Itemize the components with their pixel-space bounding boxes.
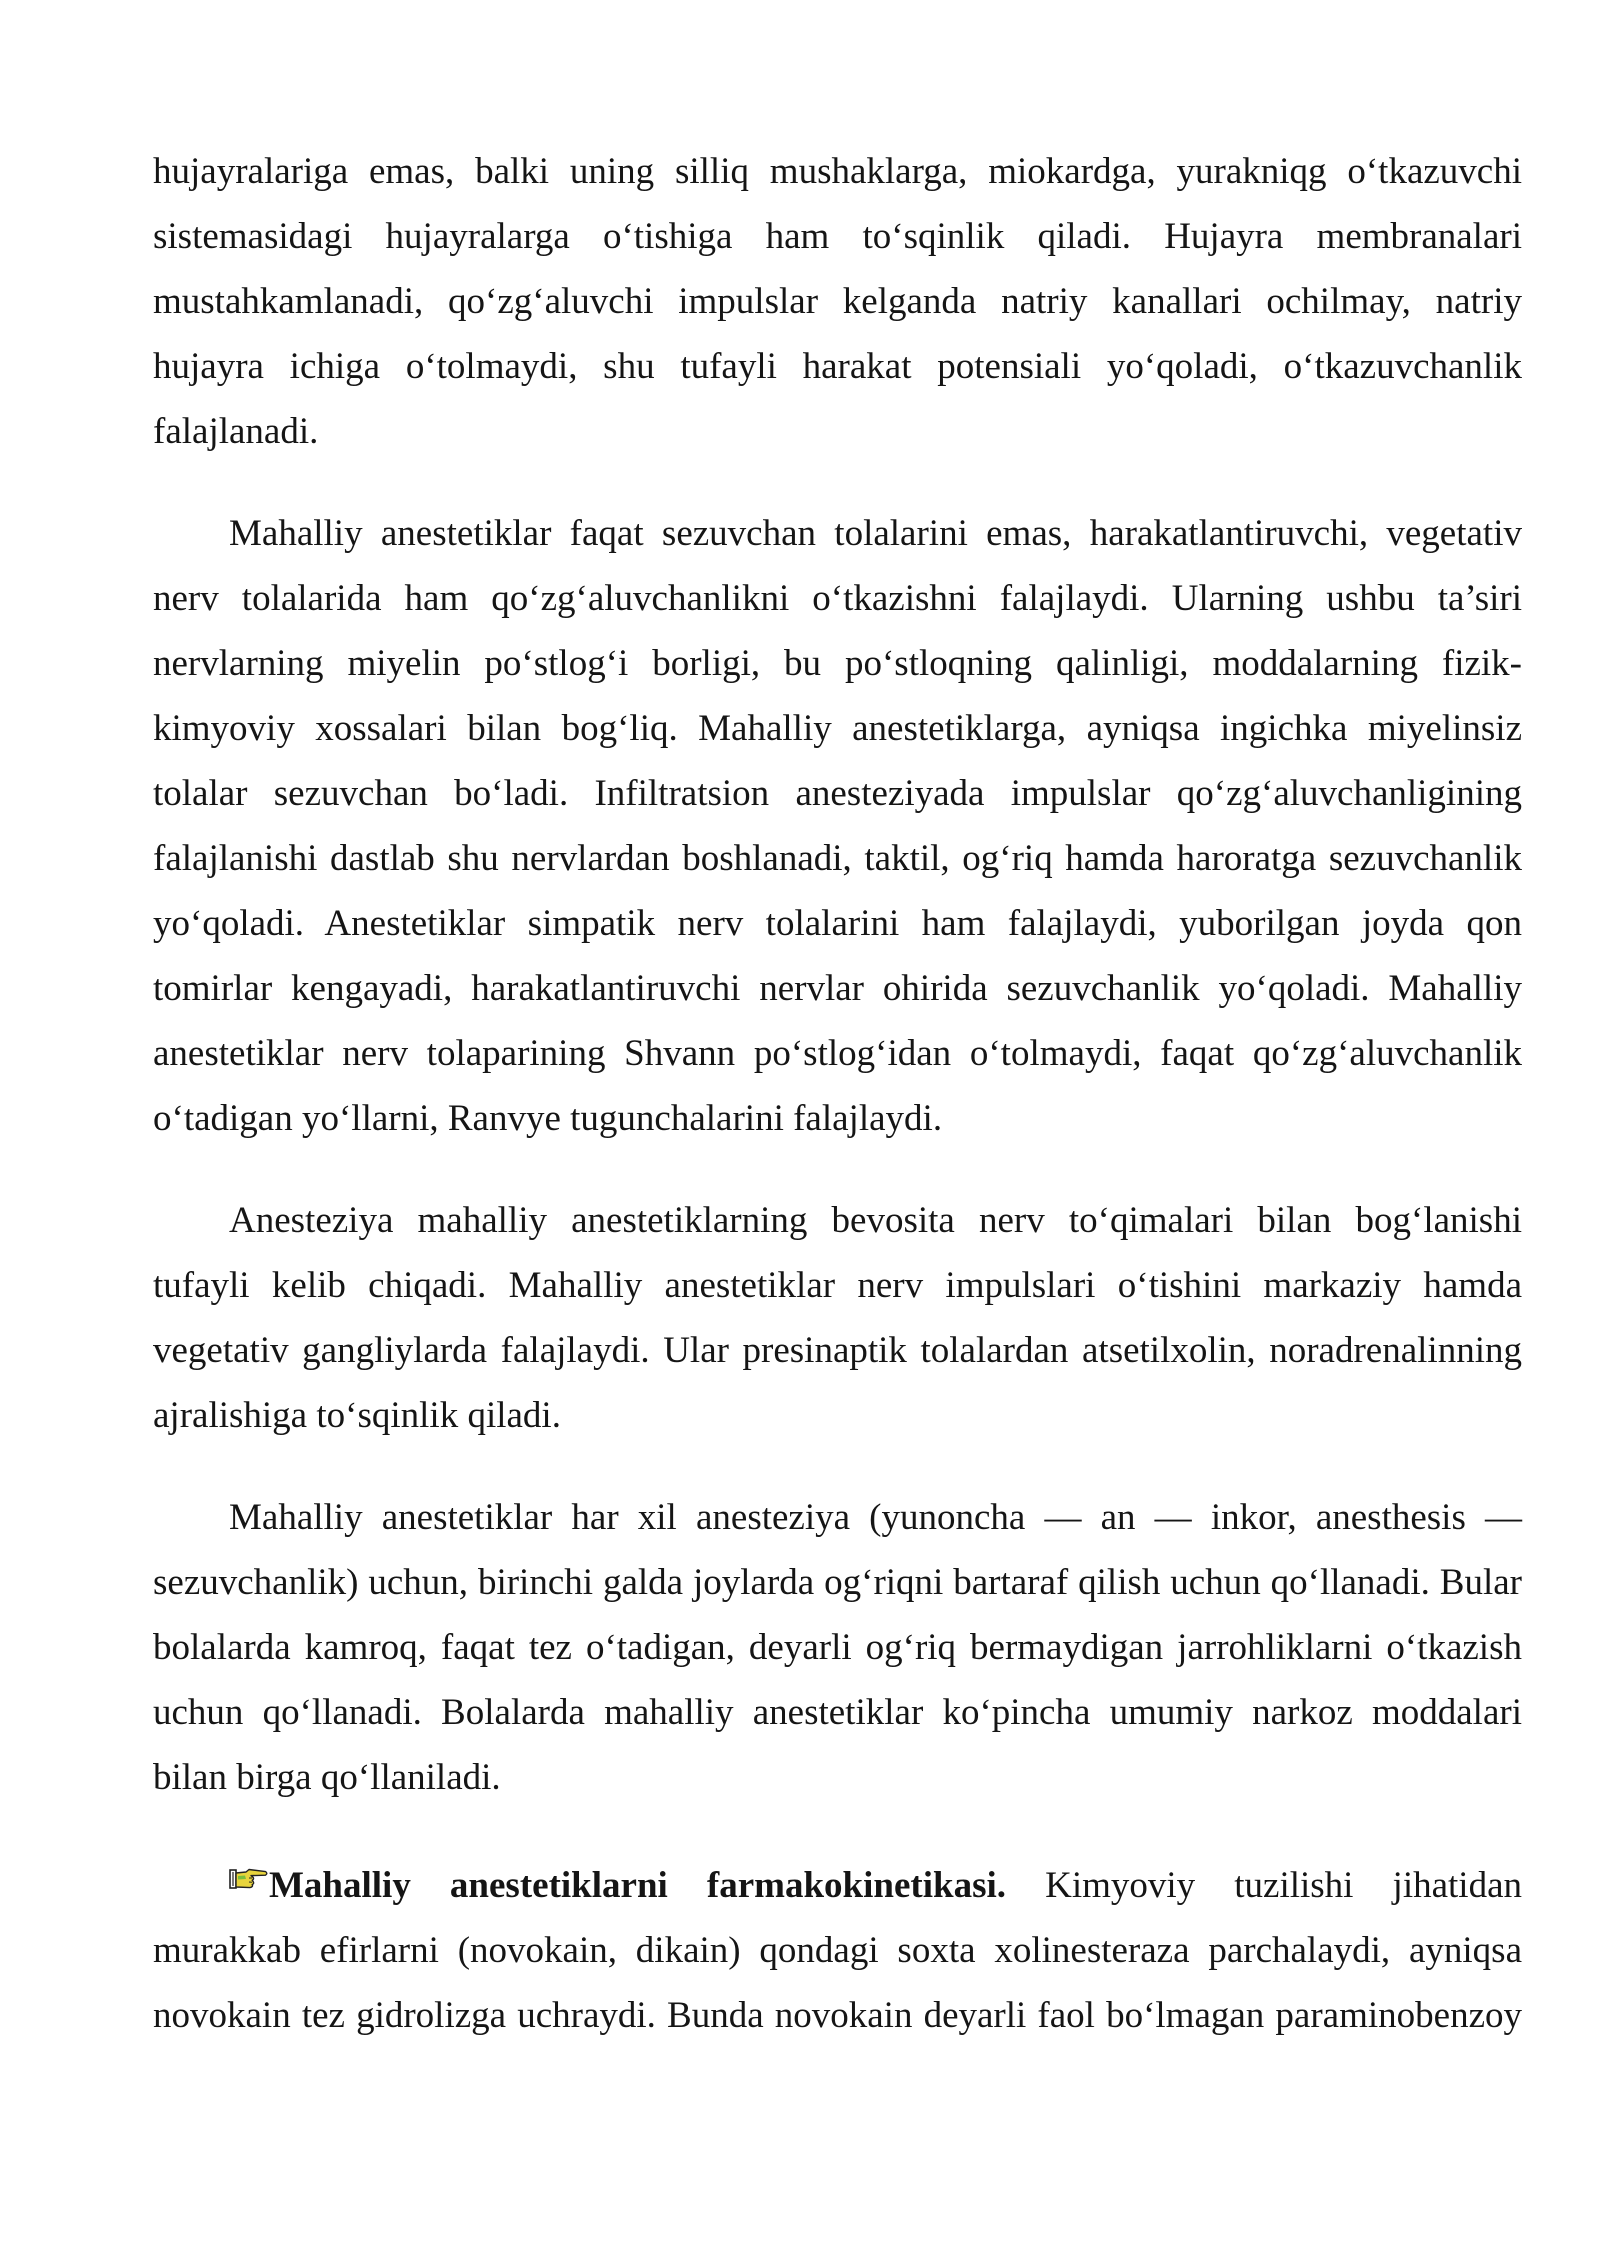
- pharmacokinetics-paragraph: [153, 1853, 1522, 2048]
- text-line: murakkab efirlarni (novokain, dikain) qondagi soxta xolinesteraza parchalaydi, ayniqsa: [153, 1930, 1522, 1971]
- text-line: novokain tez gidrolizga uchraydi. Bunda novokain deyarli faol bo‘lmagan paraminobenzoy: [153, 1995, 1522, 2036]
- text-line: bolalarda kamroq, faqat tez o‘tadigan, deyarli og‘riq bermaydigan jarrohliklarni o‘tkazish: [153, 1627, 1522, 1668]
- text-line: bilan birga qo‘llaniladi.: [153, 1757, 501, 1798]
- text-line: Anesteziya mahalliy anestetiklarning bevosita nerv to‘qimalari bilan bog‘lanishi: [229, 1200, 1522, 1241]
- text-line: anestetiklar nerv tolaparining Shvann po‘stlog‘idan o‘tolmaydi, faqat qo‘zg‘aluvchanlik: [153, 1033, 1522, 1074]
- text-line: mustahkamlanadi, qo‘zg‘aluvchi impulslar kelganda natriy kanallari ochilmay, natriy: [153, 281, 1522, 322]
- text-line: sezuvchanlik) uchun, birinchi galda joylarda og‘riqni bartaraf qilish uchun qo‘llanadi. Bular: [153, 1562, 1522, 1603]
- text-line: tolalar sezuvchan bo‘ladi. Infiltratsion anesteziyada impulslar qo‘zg‘aluvchanligining: [153, 773, 1522, 814]
- text-line: uchun qo‘llanadi. Bolalarda mahalliy anestetiklar ko‘pincha umumiy narkoz moddalari: [153, 1692, 1522, 1733]
- pointing-hand-icon: [229, 1867, 269, 1891]
- text-line: falajlanishi dastlab shu nervlardan boshlanadi, taktil, og‘riq hamda haroratga sezuvchanlik: [153, 838, 1522, 879]
- text-line: o‘tadigan yo‘llarni, Ranvye tugunchalarini falajlaydi.: [153, 1098, 943, 1139]
- paragraph: [153, 139, 1522, 464]
- paragraph: [153, 501, 1522, 1151]
- text-line: hujayra ichiga o‘tolmaydi, shu tufayli harakat potensiali yo‘qoladi, o‘tkazuvchanlik: [153, 346, 1522, 387]
- section-heading: Mahalliy anestetiklarni farmakokinetikasi.: [269, 1865, 1006, 1906]
- text-line: kimyoviy xossalari bilan bog‘liq. Mahalliy anestetiklarga, ayniqsa ingichka miyelinsiz: [153, 708, 1522, 749]
- text-line: yo‘qoladi. Anestetiklar simpatik nerv tolalarini ham falajlaydi, yuborilgan joyda qon: [153, 903, 1522, 944]
- text-line: nerv tolalarida ham qo‘zg‘aluvchanlikni o‘tkazishni falajlaydi. Ularning ushbu ta’siri: [153, 578, 1522, 619]
- paragraph: [153, 1188, 1522, 1448]
- section-lead-line: [153, 1853, 1522, 1918]
- section-lead-text: Kimyoviy tuzilishi jihatidan: [1045, 1865, 1523, 1906]
- text-line: Mahalliy anestetiklar faqat sezuvchan tolalarini emas, harakatlantiruvchi, vegetativ: [229, 513, 1522, 554]
- text-line: falajlanadi.: [153, 411, 319, 452]
- text-line: ajralishiga to‘sqinlik qiladi.: [153, 1395, 561, 1436]
- text-line: tufayli kelib chiqadi. Mahalliy anestetiklar nerv impulslari o‘tishini markaziy hamda: [153, 1265, 1522, 1306]
- text-line: sistemasidagi hujayralarga o‘tishiga ham to‘sqinlik qiladi. Hujayra membranalari: [153, 216, 1522, 257]
- text-line: nervlarning miyelin po‘stlog‘i borligi, bu po‘stloqning qalinligi, moddalarning fizik-: [153, 643, 1522, 684]
- text-line: vegetativ gangliylarda falajlaydi. Ular presinaptik tolalardan atsetilxolin, noradrenalinning: [153, 1330, 1522, 1371]
- paragraph: [153, 1485, 1522, 1810]
- text-line: hujayralariga emas, balki uning silliq mushaklarga, miokardga, yurakniqg o‘tkazuvchi: [153, 151, 1522, 192]
- text-line: tomirlar kengayadi, harakatlantiruvchi nervlar ohirida sezuvchanlik yo‘qoladi. Mahalliy: [153, 968, 1522, 1009]
- text-line: Mahalliy anestetiklar har xil anesteziya (yunoncha — an — inkor, anesthesis —: [229, 1497, 1522, 1538]
